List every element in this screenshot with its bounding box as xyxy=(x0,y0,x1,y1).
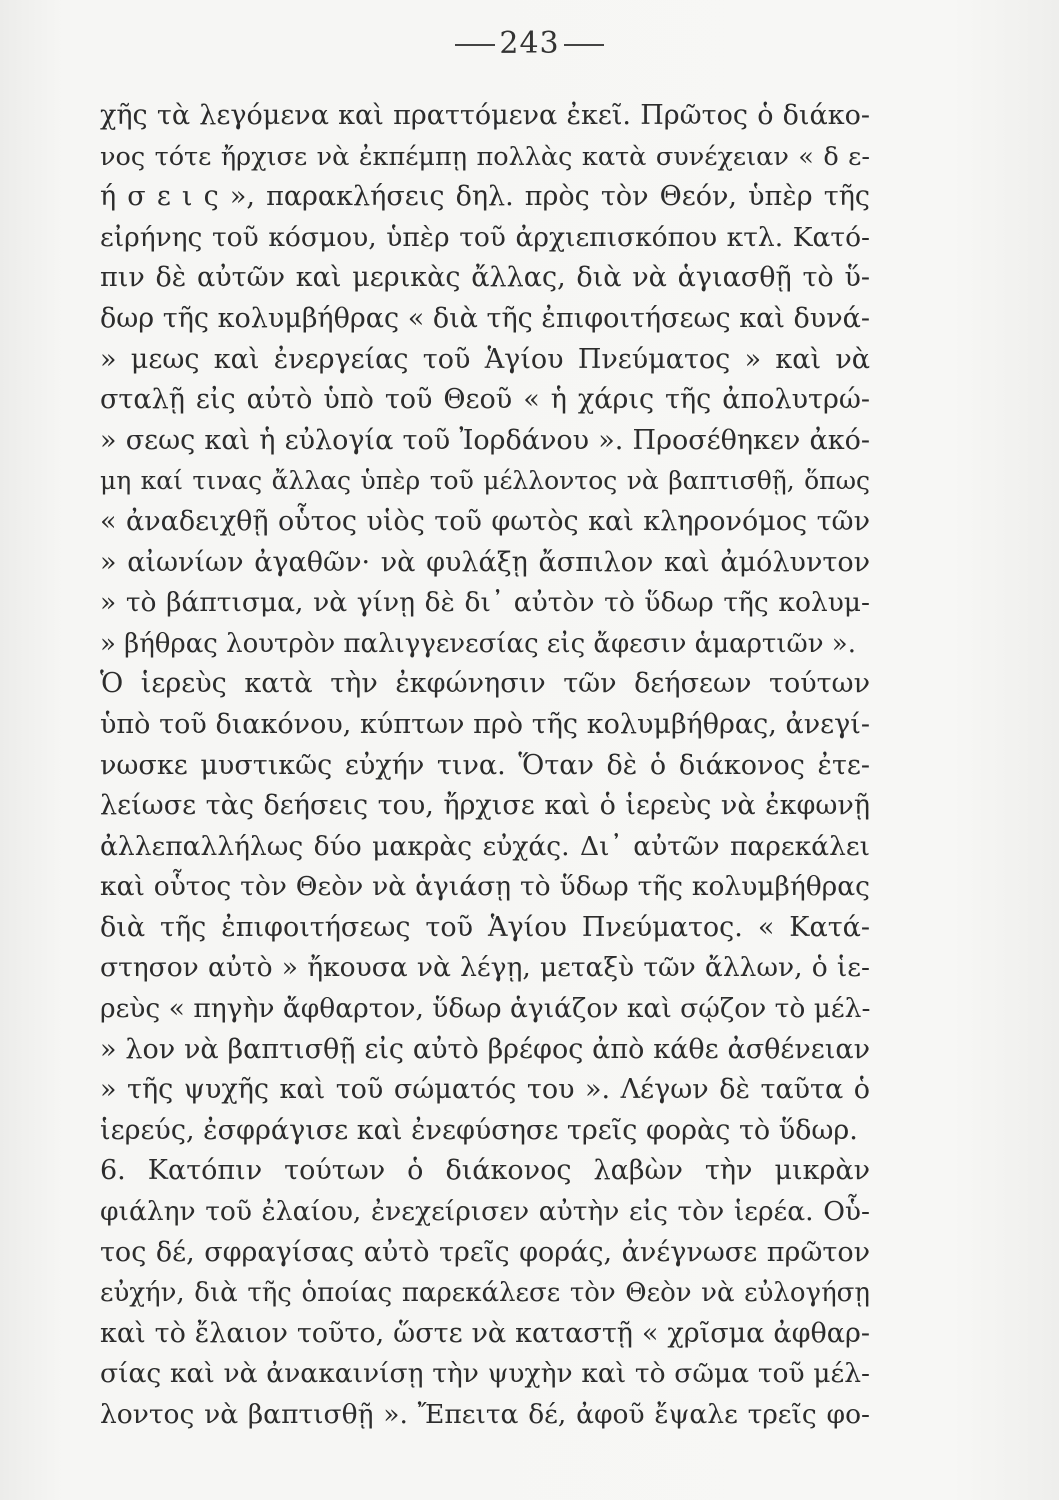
text-line: καὶ οὗτος τὸν Θεὸν νὰ ἁγιάσῃ τὸ ὕδωρ τῆς κολυμβήθρας xyxy=(100,871,870,903)
text-line: » αἰωνίων ἀγαθῶν· νὰ φυλάξῃ ἄσπιλον καὶ ἀμόλυντον xyxy=(100,546,870,578)
text-line: 6. Κατόπιν τούτων ὁ διάκονος λαβὼν τὴν μικρὰν xyxy=(100,1155,870,1187)
text-line: πιν δὲ αὐτῶν καὶ μερικὰς ἄλλας, διὰ νὰ ἁγιασθῇ τὸ ὕ- xyxy=(100,262,870,294)
text-line: στησον αὐτὸ » ἤκουσα νὰ λέγῃ, μεταξὺ τῶν ἄλλων, ὁ ἱε- xyxy=(100,952,870,984)
body-text xyxy=(100,96,870,1436)
text-line: δωρ τῆς κολυμβήθρας « διὰ τῆς ἐπιφοιτήσεως καὶ δυνά- xyxy=(100,302,870,334)
text-line: λείωσε τὰς δεήσεις του, ἤρχισε καὶ ὁ ἱερεὺς νὰ ἐκφωνῇ xyxy=(100,790,870,822)
text-line: λοντος νὰ βαπτισθῇ ». Ἔπειτα δέ, ἀφοῦ ἔψαλε τρεῖς φο- xyxy=(100,1399,870,1430)
text-line: τος δέ, σφραγίσας αὐτὸ τρεῖς φοράς, ἀνέγνωσε πρῶτον xyxy=(100,1236,870,1268)
text-line: » τῆς ψυχῆς καὶ τοῦ σώματός του ». Λέγων δὲ ταῦτα ὁ xyxy=(100,1074,870,1106)
text-line: ἀλλεπαλλήλως δύο μακρὰς εὐχάς. Δι᾿ αὐτῶν παρεκάλει xyxy=(100,830,870,862)
text-line: ή σ ε ι ς », παρακλήσεις δηλ. πρὸς τὸν Θεόν, ὑπὲρ τῆς xyxy=(100,181,870,213)
text-line: διὰ τῆς ἐπιφοιτήσεως τοῦ Ἁγίου Πνεύματος. « Κατά- xyxy=(100,911,870,943)
text-line: » τὸ βάπτισμα, νὰ γίνῃ δὲ δι᾿ αὐτὸν τὸ ὕδωρ τῆς κολυμ- xyxy=(100,587,870,619)
text-line: Ὁ ἱερεὺς κατὰ τὴν ἐκφώνησιν τῶν δεήσεων τούτων xyxy=(100,668,870,700)
text-line: ὑπὸ τοῦ διακόνου, κύπτων πρὸ τῆς κολυμβήθρας, ἀνεγί- xyxy=(100,708,870,740)
text-line: μη καί τινας ἄλλας ὑπὲρ τοῦ μέλλοντος νὰ βαπτισθῇ, ὅπως xyxy=(100,466,870,496)
page-number: 243 xyxy=(499,26,560,61)
text-line: καὶ τὸ ἔλαιον τοῦτο, ὥστε νὰ καταστῇ « χρῖσμα ἀφθαρ- xyxy=(100,1317,870,1349)
left-dash xyxy=(455,44,495,46)
text-line: εἰρήνης τοῦ κόσμου, ὑπὲρ τοῦ ἀρχιεπισκόπου κτλ. Κατό- xyxy=(100,221,870,253)
text-line: εὐχήν, διὰ τῆς ὁποίας παρεκάλεσε τὸν Θεὸν νὰ εὐλογήσῃ xyxy=(100,1278,870,1309)
text-line: νωσκε μυστικῶς εὐχήν τινα. Ὅταν δὲ ὁ διάκονος ἐτε- xyxy=(100,749,870,781)
text-line: σίας καὶ νὰ ἀνακαινίσῃ τὴν ψυχὴν καὶ τὸ σῶμα τοῦ μέλ- xyxy=(100,1358,870,1390)
text-line: » σεως καὶ ἡ εὐλογία τοῦ Ἰορδάνου ». Προσέθηκεν ἀκό- xyxy=(100,424,870,456)
text-line: » βήθρας λουτρὸν παλιγγενεσίας εἰς ἄφεσιν ἁμαρτιῶν ». xyxy=(100,628,856,659)
text-line: » μεως καὶ ἐνεργείας τοῦ Ἁγίου Πνεύματος » καὶ νὰ xyxy=(100,343,870,375)
text-line: σταλῇ εἰς αὐτὸ ὑπὸ τοῦ Θεοῦ « ἡ χάρις τῆς ἀπολυτρώ- xyxy=(100,384,870,416)
text-line: ἱερεύς, ἐσφράγισε καὶ ἐνεφύσησε τρεῖς φορὰς τὸ ὕδωρ. xyxy=(100,1114,858,1146)
page-number-header xyxy=(0,26,1059,61)
right-dash xyxy=(564,44,604,46)
text-line: » λον νὰ βαπτισθῇ εἰς αὐτὸ βρέφος ἀπὸ κάθε ἀσθένειαν xyxy=(100,1033,870,1065)
text-line: « ἀναδειχθῇ οὗτος υἱὸς τοῦ φωτὸς καὶ κληρονόμος τῶν xyxy=(100,505,870,537)
text-line: ρεὺς « πηγὴν ἄφθαρτον, ὕδωρ ἁγιάζον καὶ σῴζον τὸ μέλ- xyxy=(100,993,871,1025)
text-line: φιάλην τοῦ ἐλαίου, ἐνεχείρισεν αὐτὴν εἰς τὸν ἱερέα. Οὗ- xyxy=(100,1196,870,1228)
text-line: χῆς τὰ λεγόμενα καὶ πραττόμενα ἐκεῖ. Πρῶτος ὁ διάκο- xyxy=(100,100,870,131)
text-line: νος τότε ἤρχισε νὰ ἐκπέμπῃ πολλὰς κατὰ συνέχειαν « δ ε- xyxy=(100,141,870,172)
